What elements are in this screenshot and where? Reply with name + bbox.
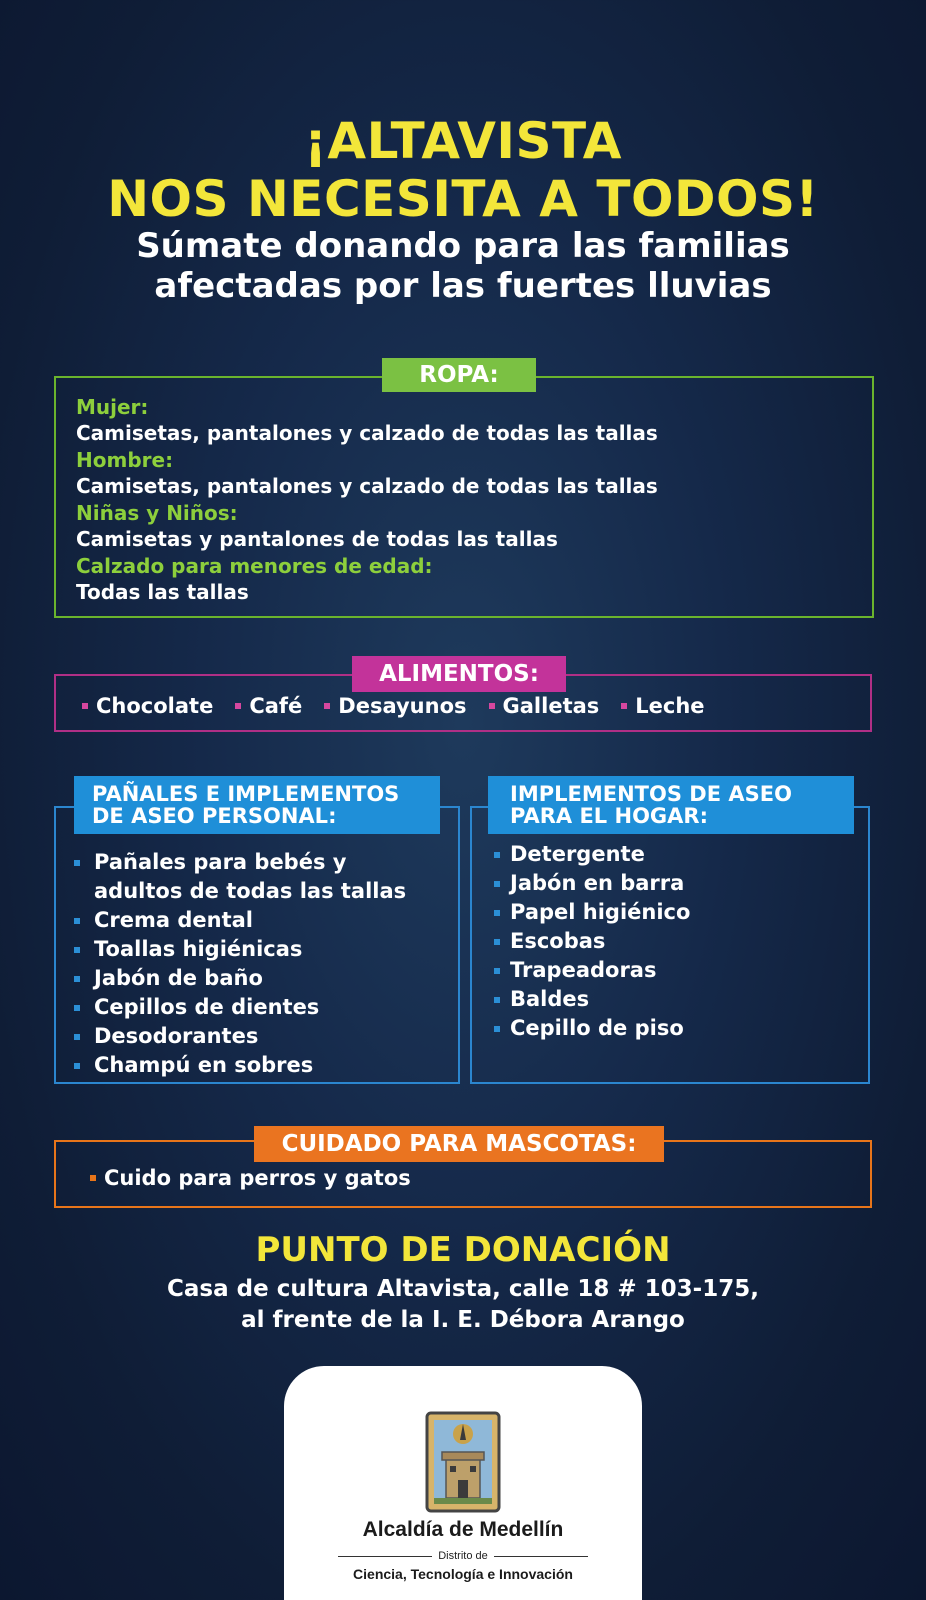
list-item: Pañales para bebés y: [74, 848, 406, 877]
alimentos-list: [82, 694, 705, 718]
bullet-icon: [494, 968, 500, 974]
hogar-tag-line-2: PARA EL HOGAR:: [510, 804, 708, 828]
hogar-list: [494, 840, 690, 1043]
logo-subtitle: [338, 1550, 588, 1562]
bullet-icon: [74, 860, 80, 866]
logo-name: Alcaldía de Medellín: [362, 1518, 564, 1541]
logo-sub: Distrito de: [438, 1550, 488, 1562]
punto-address: [0, 1274, 926, 1336]
list-item: adultos de todas las tallas: [94, 879, 407, 903]
hogar-tag: [488, 776, 854, 834]
list-item: Trapeadoras: [494, 956, 690, 985]
bullet-icon: [74, 1034, 80, 1040]
panales-tag-line-1: PAÑALES E IMPLEMENTOS: [92, 782, 400, 806]
panales-list: [74, 848, 406, 1080]
list-item: Galletas: [489, 694, 600, 718]
bullet-icon: [74, 976, 80, 982]
ropa-section: [54, 376, 874, 618]
list-item: Champú en sobres: [74, 1051, 406, 1080]
bullet-icon: [324, 703, 330, 709]
headline-line-1: ¡ALTAVISTA: [304, 112, 622, 170]
subhead-line-2: afectadas por las fuertes lluvias: [154, 266, 772, 306]
subhead-line-1: Súmate donando para las familias: [136, 226, 790, 266]
bullet-icon: [494, 939, 500, 945]
ropa-label-calzado: Calzado para menores de edad:: [76, 554, 433, 578]
address-line-1: Casa de cultura Altavista, calle 18 # 103-175,: [167, 1276, 759, 1302]
panales-tag: [74, 776, 440, 834]
divider: [338, 1556, 432, 1557]
subheadline: [0, 226, 926, 306]
logo-sub2: Ciencia, Tecnología e Innovación: [353, 1566, 573, 1582]
bullet-icon: [494, 910, 500, 916]
bullet-icon: [489, 703, 495, 709]
hogar-tag-line-1: IMPLEMENTOS DE ASEO: [510, 782, 792, 806]
bullet-icon: [494, 997, 500, 1003]
bullet-icon: [74, 1063, 80, 1069]
bullet-icon: [494, 1026, 500, 1032]
list-item: Jabón en barra: [494, 869, 690, 898]
list-item: Café: [235, 694, 302, 718]
list-item: Desodorantes: [74, 1022, 406, 1051]
ropa-label-mujer: Mujer:: [76, 395, 149, 419]
medellin-coat-of-arms-icon: [424, 1410, 502, 1514]
list-item: Baldes: [494, 985, 690, 1014]
bullet-icon: [74, 918, 80, 924]
logo-card: [284, 1366, 642, 1600]
list-item: Desayunos: [324, 694, 466, 718]
list-item: Detergente: [494, 840, 690, 869]
list-item: Leche: [621, 694, 704, 718]
ropa-tag: ROPA:: [382, 358, 536, 392]
bullet-icon: [74, 947, 80, 953]
list-item: Cepillos de dientes: [74, 993, 406, 1022]
ropa-label-hombre: Hombre:: [76, 448, 174, 472]
panales-section: [54, 806, 460, 1084]
bullet-icon: [494, 881, 500, 887]
list-item: Chocolate: [82, 694, 213, 718]
bullet-icon: [74, 1005, 80, 1011]
list-item: Cuido para perros y gatos: [90, 1166, 411, 1190]
ropa-text-mujer: Camisetas, pantalones y calzado de todas las tallas: [76, 421, 658, 445]
address-line-2: al frente de la I. E. Débora Arango: [241, 1307, 685, 1333]
list-item: Jabón de baño: [74, 964, 406, 993]
bullet-icon: [621, 703, 627, 709]
ropa-text-calzado: Todas las tallas: [76, 580, 249, 604]
alimentos-tag: ALIMENTOS:: [352, 656, 566, 692]
bullet-icon: [494, 852, 500, 858]
hogar-section: [470, 806, 870, 1084]
list-item: Escobas: [494, 927, 690, 956]
list-item: Cepillo de piso: [494, 1014, 690, 1043]
ropa-text-hombre: Camisetas, pantalones y calzado de todas las tallas: [76, 474, 658, 498]
ropa-text-ninos: Camisetas y pantalones de todas las tallas: [76, 527, 558, 551]
mascotas-tag: CUIDADO PARA MASCOTAS:: [254, 1126, 664, 1162]
headline: [0, 112, 926, 228]
ropa-label-ninos: Niñas y Niños:: [76, 501, 238, 525]
punto-title: PUNTO DE DONACIÓN: [255, 1230, 671, 1270]
ropa-list: [76, 394, 658, 606]
bullet-icon: [235, 703, 241, 709]
panales-tag-line-2: DE ASEO PERSONAL:: [92, 804, 337, 828]
list-item: Toallas higiénicas: [74, 935, 406, 964]
headline-line-2: NOS NECESITA A TODOS!: [107, 170, 819, 228]
bullet-icon: [82, 703, 88, 709]
divider: [494, 1556, 588, 1557]
bullet-icon: [90, 1175, 96, 1181]
list-item: Papel higiénico: [494, 898, 690, 927]
list-item: Crema dental: [74, 906, 406, 935]
